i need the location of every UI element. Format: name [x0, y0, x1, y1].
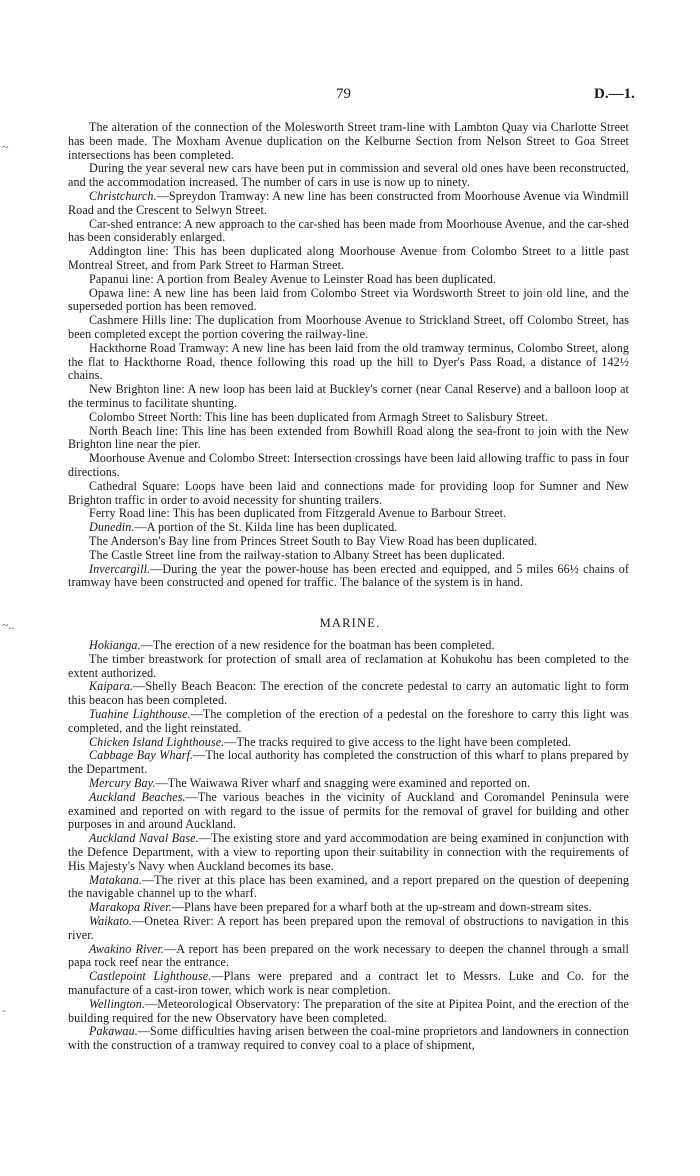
paragraph-lead: Waikato.: [89, 913, 133, 928]
paragraph-text: Moorhouse Avenue and Colombo Street: Intersection crossings have been laid allowing traffic to pass in four directions.: [68, 451, 629, 479]
paragraph: [68, 791, 629, 832]
paragraph-lead: Matakana.: [89, 872, 142, 887]
paragraph-text: —A portion of the St. Kilda line has been duplicated.: [134, 520, 398, 535]
paragraph-text: —Some difficulties having arisen between the coal-mine proprietors and landowners in connection with the construction of a tramway required to convey coal to a place of shipment,: [68, 1024, 629, 1053]
paragraph: [68, 749, 629, 777]
paragraph-text: Papanui line: A portion from Bealey Avenue to Leinster Road has been duplicated.: [89, 271, 497, 286]
paragraph-text: —The tracks required to give access to the light have been completed.: [224, 734, 572, 749]
paragraph: [68, 639, 629, 653]
margin-mark: -: [2, 1003, 6, 1017]
paragraph: [68, 970, 629, 998]
paragraph: [68, 314, 629, 342]
paragraph: [68, 245, 629, 273]
paragraph: [68, 832, 629, 873]
paragraph-lead: Dunedin.: [89, 520, 135, 535]
paragraph-text: —The Waiwawa River wharf and snagging were examined and reported on.: [155, 775, 531, 790]
paragraph: [68, 874, 629, 902]
paragraph-text: Colombo Street North: This line has been duplicated from Armagh Street to Salisbury Street.: [89, 409, 548, 424]
page-number: 79: [336, 86, 351, 102]
paragraph: [68, 190, 629, 218]
paragraph: [68, 563, 629, 591]
paragraph-lead: Tuahine Lighthouse.: [89, 706, 191, 721]
paragraph: [68, 411, 629, 425]
paragraph-lead: Castlepoint Lighthouse.: [89, 969, 212, 984]
paragraph-text: Opawa line: A new line has been laid from Colombo Street via Wordsworth Street to join old line, and the superseded portion has been removed.: [68, 285, 629, 314]
paragraph: [68, 383, 629, 411]
paragraph-lead: Marakopa River.: [89, 900, 172, 915]
paragraph-text: —The river at this place has been examined, and a report prepared on the question of deepening the navigable channel up to the wharf.: [68, 872, 629, 901]
tramways-section: [68, 121, 629, 590]
paragraph: [68, 653, 629, 681]
paragraph-text: The alteration of the connection of the Molesworth Street tram-line with Lambton Quay via Charlotte Street has been made. The Moxham Avenue duplication on the Kelburne Section from Nelson Street to Goa Street intersections has been completed.: [68, 120, 629, 162]
page-header: [0, 86, 700, 106]
paragraph: [68, 535, 629, 549]
paragraph-lead: Wellington.: [89, 996, 146, 1011]
paragraph: [68, 943, 629, 971]
paragraph-lead: Pakawau.: [89, 1024, 138, 1039]
paragraph-text: North Beach line: This line has been extended from Bowhill Road along the sea-front to join with the New Brighton line near the pier.: [68, 423, 629, 452]
paragraph-text: —During the year the power-house has been erected and equipped, and 5 miles 66½ chains of tramway have been constructed and opened for traffic. The balance of the system is in hand.: [68, 561, 629, 590]
document-reference: D.—1.: [594, 86, 635, 102]
paragraph: [68, 777, 629, 791]
paragraph-text: —Spreydon Tramway: A new line has been constructed from Moorhouse Avenue via Windmill Road and the Crescent to Selwyn Street.: [68, 188, 629, 217]
paragraph-text: Addington line: This has been duplicated along Moorhouse Avenue from Colombo Street to a little past Montreal Street, and from Park Street to Harman Street.: [68, 244, 629, 272]
paragraph-lead: Auckland Naval Base.: [89, 831, 199, 846]
paragraph: [68, 521, 629, 535]
paragraph-text: —A report has been prepared on the work necessary to deepen the channel through a small papa rock reef near the entrance.: [68, 941, 629, 970]
paragraph-text: Cathedral Square: Loops have been laid and connections made for providing loop for Sumner and New Brighton traffic in order to avoid necessity for shunting trailers.: [68, 478, 629, 507]
paragraph-text: During the year several new cars have been put in commission and several old ones have been reconstructed, and the accommodation increased. The number of cars in use is now up to ninety.: [68, 161, 629, 190]
paragraph-lead: Hokianga.: [89, 638, 141, 652]
paragraph-text: —Plans have been prepared for a wharf both at the up-stream and down-stream sites.: [171, 900, 592, 915]
paragraph-text: Ferry Road line: This has been duplicated from Fitzgerald Avenue to Barbour Street.: [89, 506, 507, 521]
paragraph-lead: Chicken Island Lighthouse.: [89, 734, 225, 749]
section-heading-marine: MARINE.: [319, 616, 381, 630]
paragraph-text: Car-shed entrance: A new approach to the car-shed has been made from Moorhouse Avenue, and the car-shed has been considerably enlarged.: [68, 216, 629, 245]
paragraph: [68, 162, 629, 190]
margin-mark: ~: [2, 140, 9, 154]
paragraph-text: Cashmere Hills line: The duplication from Moorhouse Avenue to Strickland Street, off Colombo Street, has been completed except the portion covering the railway-line.: [68, 313, 629, 341]
paragraph: [68, 901, 629, 915]
paragraph: [68, 708, 629, 736]
paragraph-text: The Castle Street line from the railway-station to Albany Street has been duplicated.: [89, 547, 505, 562]
paragraph-text: —Shelly Beach Beacon: The erection of the concrete pedestal to carry an automatic light to form this beacon has been completed.: [68, 679, 629, 708]
paragraph: [68, 218, 629, 246]
paragraph: [68, 680, 629, 708]
paragraph: [68, 425, 629, 453]
paragraph: [68, 342, 629, 383]
paragraph-lead: Cabbage Bay Wharf.: [89, 748, 194, 763]
paragraph: [68, 121, 629, 162]
marine-section: [68, 639, 629, 1053]
paragraph-text: Hackthorne Road Tramway: A new line has been laid from the old tramway terminus, Colombo Street, along the flat to Hackthorne Road, thence following this road up the hill to Dyer's Pass Road, a distance of 142½ chains.: [68, 340, 629, 383]
paragraph-text: —The local authority has completed the construction of this wharf to plans prepared by the Department.: [68, 748, 630, 777]
paragraph-lead: Invercargill.: [89, 561, 151, 576]
paragraph-text: —The erection of a new residence for the boatman has been completed.: [140, 638, 495, 652]
paragraph-text: The timber breastwork for protection of small area of reclamation at Kohukohu has been completed to the extent authorized.: [68, 651, 629, 680]
paragraph-lead: Christchurch.: [89, 188, 157, 203]
paragraph: [68, 915, 629, 943]
paragraph: [68, 736, 629, 750]
paragraph-text: —The existing store and yard accommodation are being examined in conjunction with the Defence Department, with a view to reporting upon their suitability in connection with the requirements of His Majesty's Navy when Auckland becomes its base.: [68, 831, 629, 873]
paragraph-text: —Plans were prepared and a contract let to Messrs. Luke and Co. for the manufacture of a cast-iron tower, which work is near completion.: [68, 969, 629, 997]
paragraph: [68, 507, 629, 521]
paragraph-lead: Awakino River.: [89, 941, 165, 956]
paragraph-lead: Auckland Beaches.: [89, 789, 186, 804]
paragraph-text: —Meteorological Observatory: The preparation of the site at Pipitea Point, and the erection of the building required for the new Observatory have been completed.: [68, 996, 629, 1025]
margin-mark: ~..: [2, 618, 15, 632]
paragraph-text: —The completion of the erection of a pedestal on the foreshore to carry this light was completed, and the light reinstated.: [68, 706, 629, 735]
paragraph: [68, 273, 629, 287]
paragraph: [68, 287, 629, 315]
paragraph: [68, 452, 629, 480]
paragraph-text: —Onetea River: A report has been prepared upon the removal of obstructions to navigation in this river.: [68, 913, 629, 942]
paragraph: [68, 549, 629, 563]
paragraph-lead: Mercury Bay.: [89, 775, 156, 790]
paragraph: [68, 480, 629, 508]
paragraph: [68, 1025, 629, 1053]
paragraph-text: The Anderson's Bay line from Princes Street South to Bay View Road has been duplicated.: [89, 533, 538, 548]
paragraph: [68, 998, 629, 1026]
paragraph-text: New Brighton line: A new loop has been laid at Buckley's corner (near Canal Reserve) and a balloon loop at the terminus to facilitate shunting.: [68, 382, 629, 410]
paragraph-text: —The various beaches in the vicinity of Auckland and Coromandel Peninsula were examined and reported on with regard to the issue of permits for the removal of gravel for building and other purposes in and around Auckland.: [68, 789, 629, 832]
paragraph-lead: Kaipara.: [89, 679, 134, 694]
